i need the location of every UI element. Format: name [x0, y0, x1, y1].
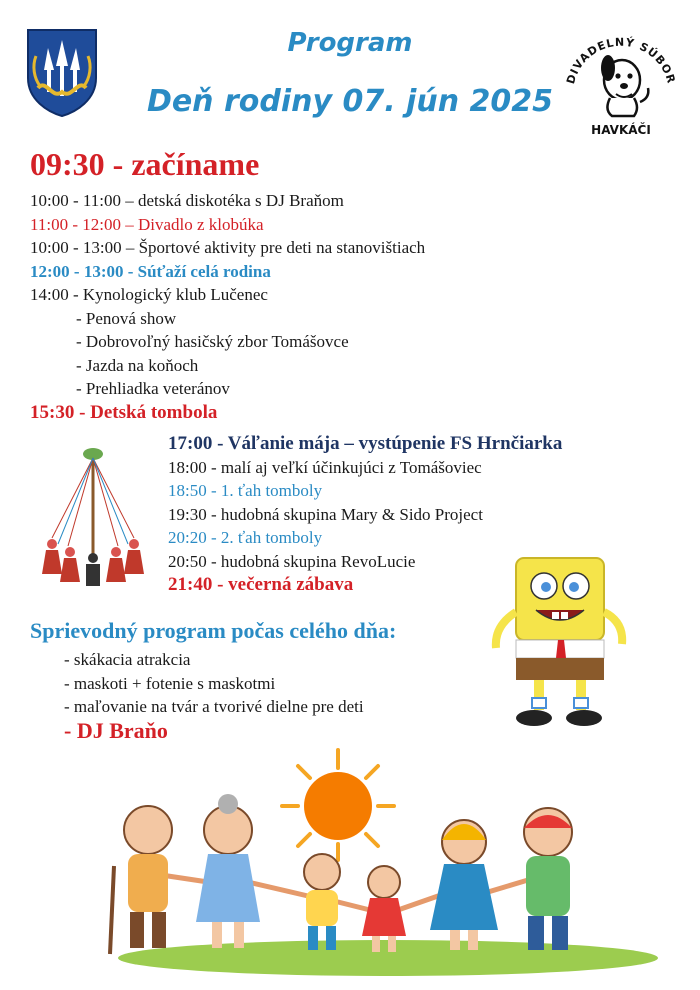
list-item: 10:00 - 11:00 – detská diskotéka s DJ Braňom	[30, 191, 344, 210]
companion-program-heading: Sprievodný program počas celého dňa:	[30, 618, 397, 643]
list-item: 12:00 - 13:00 - Súťaží celá rodina	[30, 261, 271, 281]
event-subtitle: Deň rodiny 07. jún 2025	[146, 84, 554, 119]
list-item: 18:00 - malí aj veľkí účinkujúci z Tomášoviec	[168, 457, 482, 477]
svg-text:HAVKÁČI: HAVKÁČI	[591, 123, 651, 137]
schedule-list-morning	[30, 189, 425, 424]
list-item: 17:00 - Váľanie mája – vystúpenie FS Hrnčiarka	[168, 433, 563, 454]
theatre-dog-logo-icon	[560, 18, 682, 140]
spongebob-mascot-icon	[472, 552, 648, 730]
list-item: 11:00 - 12:00 – Divadlo z klobúka	[30, 214, 264, 234]
list-item: - Dobrovoľný hasičský zbor Tomášovce	[76, 332, 349, 351]
list-item: 21:40 - večerná zábava	[168, 574, 354, 595]
list-item: - Jazda na koňoch	[76, 355, 199, 375]
maypole-dance-icon	[38, 440, 148, 592]
list-item: 18:50 - 1. ťah tomboly	[168, 481, 323, 500]
list-item: 20:50 - hudobná skupina RevoLucie	[168, 551, 416, 571]
list-item: - Penová show	[76, 308, 177, 328]
list-item: - Prehliadka veteránov	[76, 379, 230, 398]
list-item: - maľovanie na tvár a tvorivé dielne pre deti	[64, 697, 364, 716]
dj-highlight: - DJ Braňo	[64, 718, 168, 743]
family-sun-icon	[108, 746, 668, 976]
companion-program-list	[64, 648, 364, 719]
list-item: - skákacia atrakcia	[64, 650, 191, 669]
list-item: 14:00 - Kynologický klub Lučenec	[30, 285, 268, 304]
list-item: - maskoti + fotenie s maskotmi	[64, 673, 276, 693]
start-time-heading: 09:30 - začíname	[30, 146, 260, 182]
list-item: 10:00 - 13:00 – Športové aktivity pre deti na stanovištiach	[30, 238, 426, 257]
list-item: 15:30 - Detská tombola	[30, 401, 218, 423]
svg-text:DIVADELNÝ SÚBOR: DIVADELNÝ SÚBOR	[564, 35, 678, 86]
list-item: 19:30 - hudobná skupina Mary & Sido Project	[168, 504, 483, 524]
page-title: Program	[287, 28, 413, 58]
list-item: 20:20 - 2. ťah tomboly	[168, 528, 323, 547]
